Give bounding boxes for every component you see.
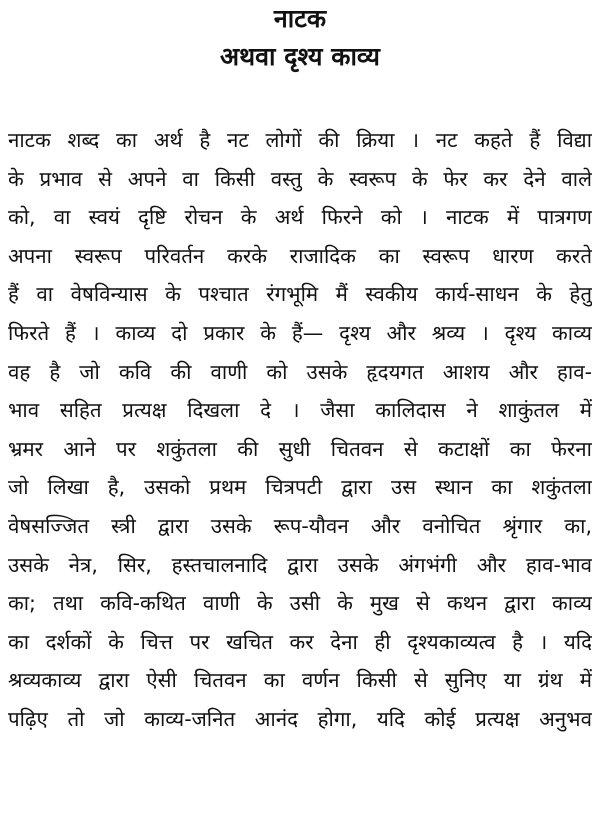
text-line: का; तथा कवि-कथित वाणी के उसी के मुख से कथन द्वारा काव्य <box>8 591 592 616</box>
text-line: वह है जो कवि की वाणी को उसके हृदयगत आशय और हाव- <box>8 359 592 384</box>
text-line: भ्रमर आने पर शकुंतला की सुधी चितवन से कटाक्षों का फेरना <box>8 436 592 461</box>
text-line: श्रव्यकाव्य द्वारा ऐसी चितवन का वर्णन किसी से सुनिए या ग्रंथ में <box>8 668 592 693</box>
body-paragraph <box>8 121 592 739</box>
text-line: फिरते हैं । काव्य दो प्रकार के हैं— दृश्य और श्रव्य । दृश्य काव्य <box>8 320 592 345</box>
text-line: जो लिखा है, उसको प्रथम चित्रपटी द्वारा उस स्थान का शकुंतला <box>8 475 592 500</box>
text-line: को, वा स्वयं दृष्टि रोचन के अर्थ फिरने को । नाटक में पात्रगण <box>8 205 592 230</box>
text-line: वेषसज्जित स्त्री द्वारा उसके रूप-यौवन और वनोचित श्रृंगार का, <box>8 513 592 538</box>
text-line: पढ़िए तो जो काव्य-जनित आनंद होगा, यदि कोई प्रत्यक्ष अनुभव <box>8 706 592 731</box>
page-title: नाटक <box>273 4 327 33</box>
text-line: का दर्शकों के चित्त पर खचित कर देना ही दृश्यकाव्यत्व है । यदि <box>8 629 592 654</box>
text-line: उसके नेत्र, सिर, हस्तचालनादि द्वारा उसके अंगभंगी और हाव-भाव <box>8 552 592 577</box>
text-line: हैं वा वेषविन्यास के पश्चात रंगभूमि मैं स्वकीय कार्य-साधन के हेतु <box>8 282 592 307</box>
text-line: नाटक शब्द का अर्थ है नट लोगों की क्रिया । नट कहते हैं विद्या <box>8 128 592 152</box>
page-subtitle: अथवा दृश्य काव्य <box>220 42 380 71</box>
text-line: के प्रभाव से अपने वा किसी वस्तु के स्वरूप के फेर कर देने वाले <box>8 166 592 191</box>
text-line: अपना स्वरूप परिवर्तन करके राजादिक का स्वरूप धारण करते <box>8 243 592 268</box>
text-line: भाव सहित प्रत्यक्ष दिखला दे । जैसा कालिदास ने शाकुंतल में <box>8 398 592 423</box>
